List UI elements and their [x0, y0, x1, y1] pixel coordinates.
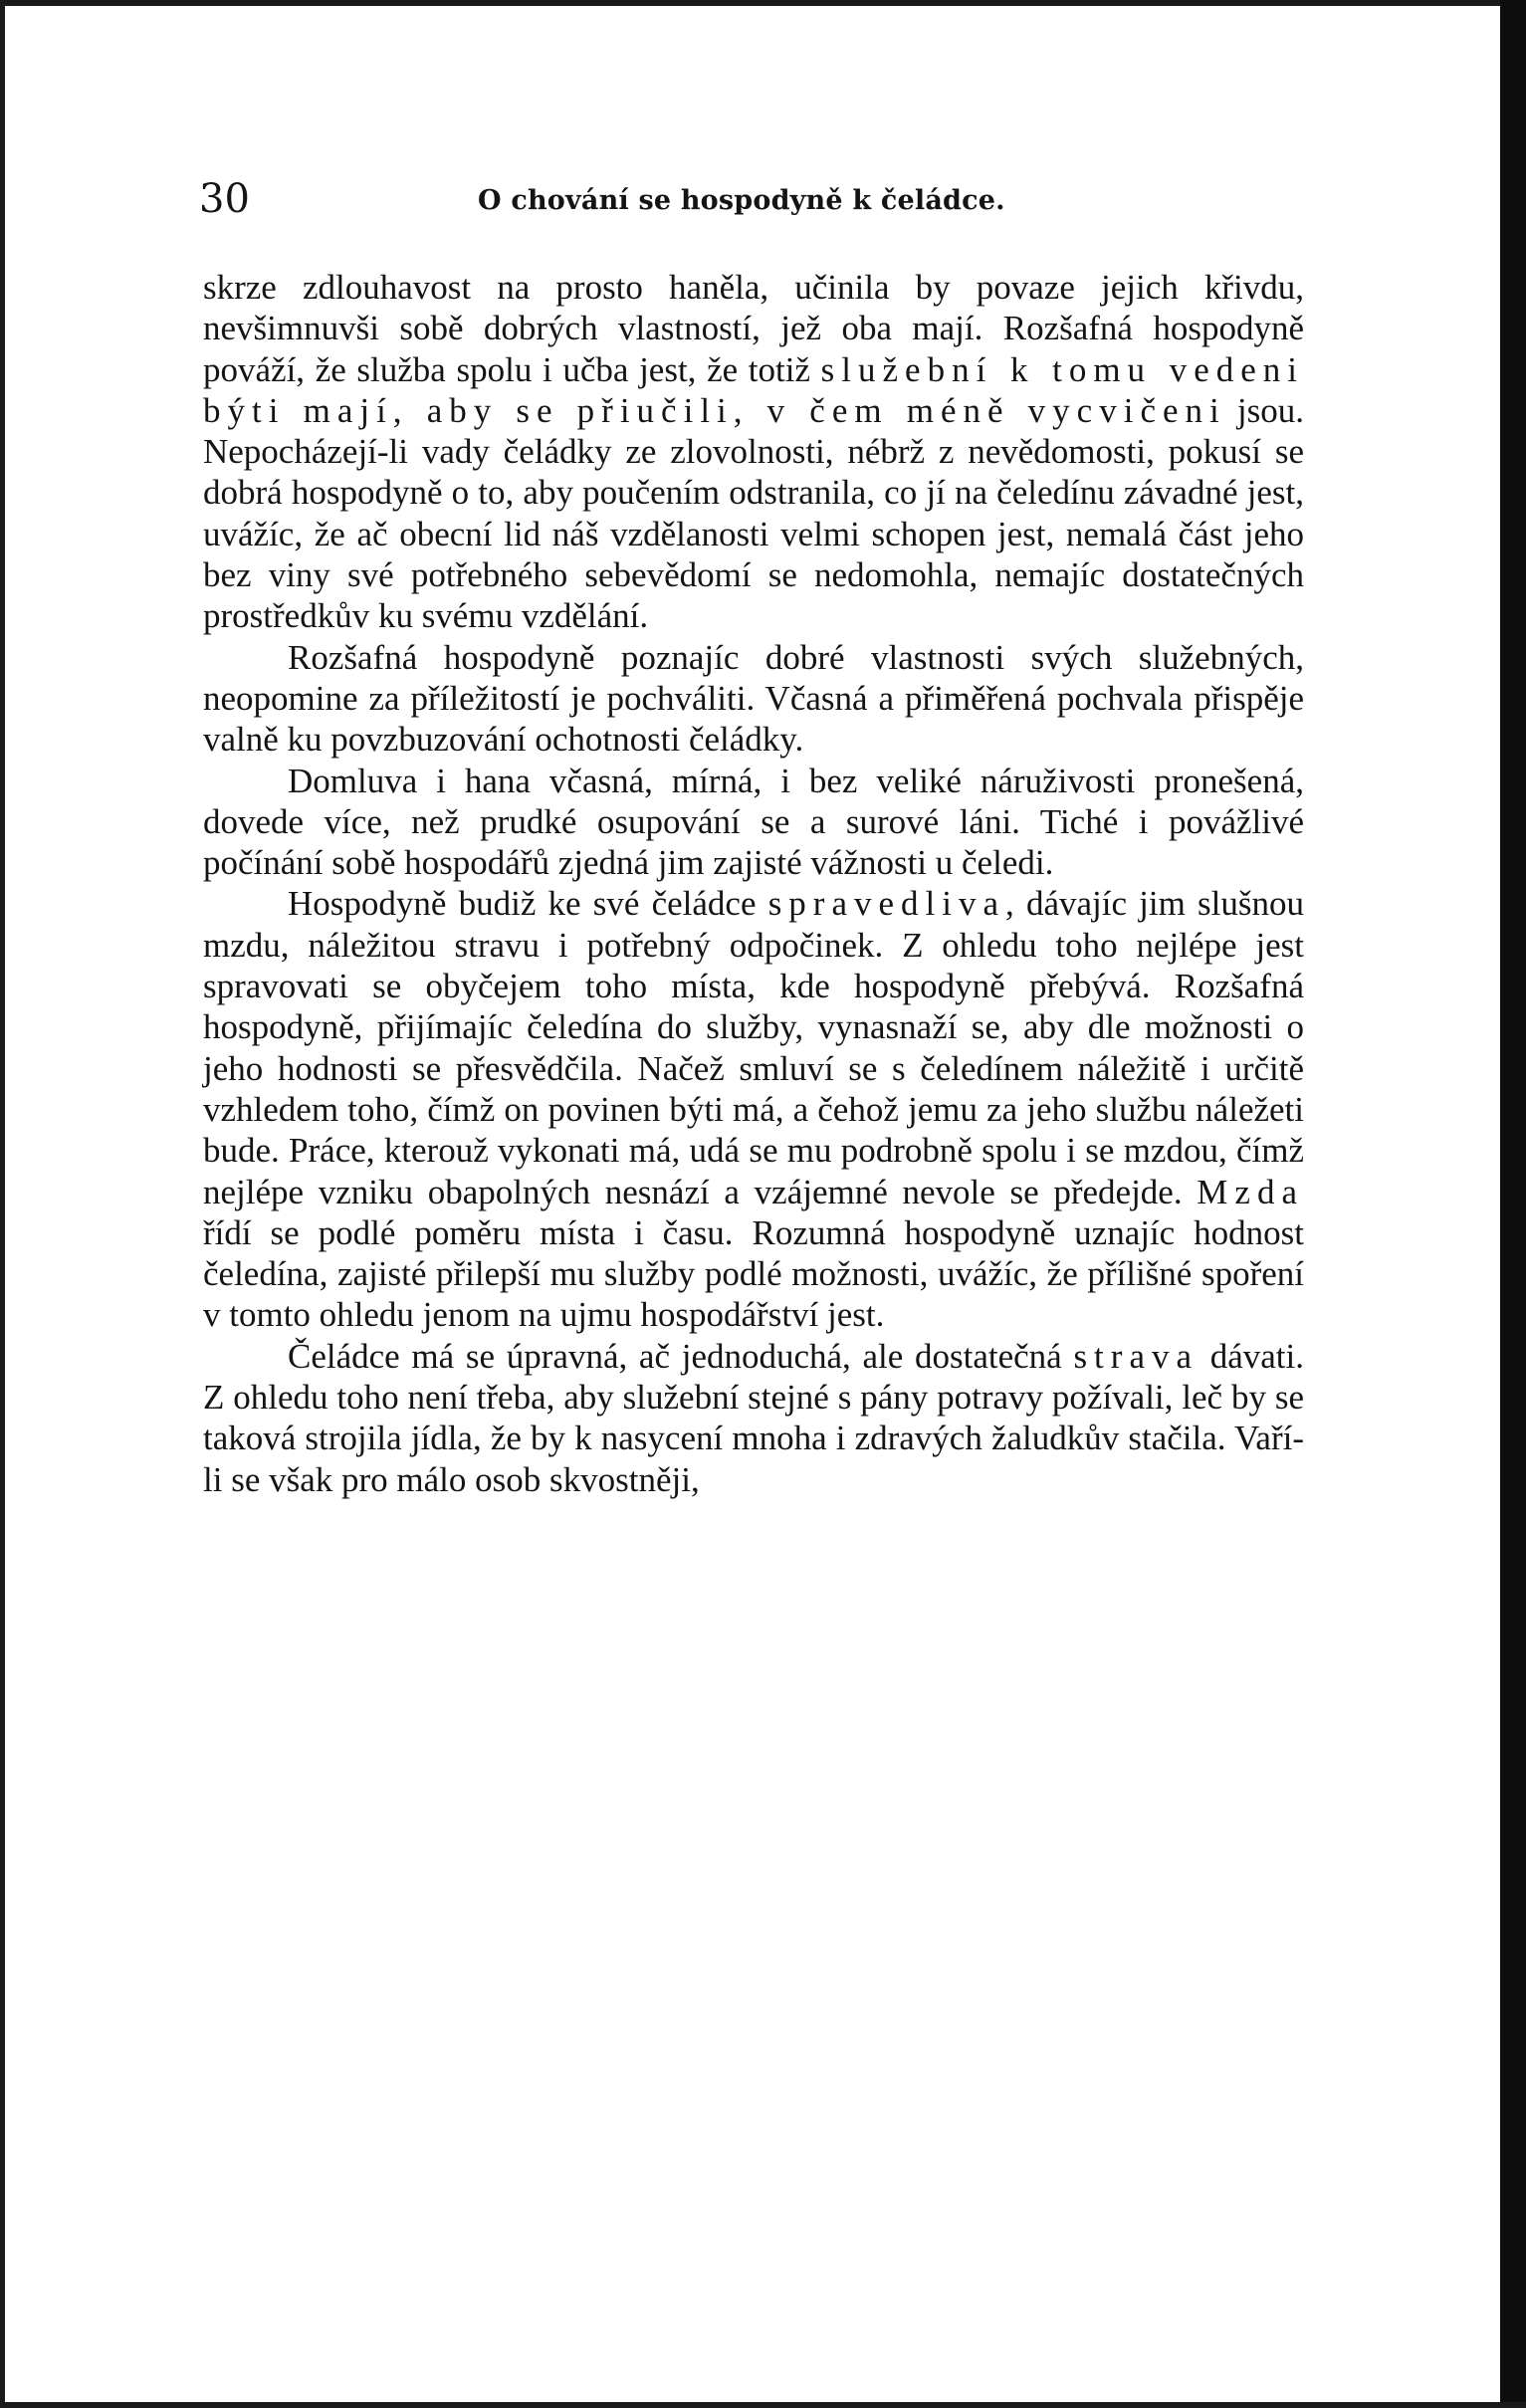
paragraph [203, 1336, 1304, 1500]
paragraph [203, 267, 1304, 637]
spaced-emphasis: služební k tomu vedeni býti mají, aby se přiučili, v čem méně vycvičeni [203, 349, 1304, 430]
paragraph-text: skrze zdlouhavost na prosto haněla, učinila by povaze jejich křivdu, nevšimnuvši sobě dobrých vlastností, jež oba mají. Rozšafná hospodyně pováží, že služba spolu i učba jest, že totiž [203, 268, 1304, 389]
running-title: O chování se hospodyně k čeládce. [478, 185, 1005, 216]
body-text [203, 267, 1304, 1500]
paragraph-text: řídí se podlé poměru místa i času. Rozumná hospodyně uznajíc hodnost čeledína, zajisté přilepší mu služby podlé možnosti, uvážíc, že přílišné spoření v tomto ohledu jenom na ujmu hospodářství jest. [203, 1212, 1304, 1335]
paragraph-text: Rozšafná hospodyně poznajíc dobré vlastnosti svých služebných, neopomine za příležitostí je pochváliti. Včasná a přiměřená pochvala přispěje valně ku povzbuzování ochotnosti čeládky. [203, 637, 1304, 760]
running-head [199, 171, 1314, 231]
paragraph [203, 637, 1304, 761]
paragraph-text: Čeládce má se úpravná, ač jednoduchá, ale dostatečná [288, 1336, 1074, 1376]
spaced-emphasis: strava [1073, 1336, 1199, 1376]
paragraph-text: Domluva i hana včasná, mírná, i bez veliké náruživosti pronešená, dovede více, než prudké osupování se a surové láni. Tiché i povážlivé počínání sobě hospodářů zjedná jim zajisté vážnosti u čeledi. [203, 761, 1304, 883]
page-number: 30 [199, 176, 250, 222]
paragraph [203, 761, 1304, 884]
spaced-emphasis: spravedliva [767, 884, 1006, 924]
scan-border-right [1500, 0, 1526, 2408]
spaced-emphasis: Mzda [1197, 1172, 1304, 1211]
paragraph-text: jsou. Nepocházejí-li vady čeládky ze zlovolnosti, nébrž z nevědomosti, pokusí se dobrá hospodyně o to, aby poučením odstranila, co jí na čeledínu závadné jest, uvážíc, že ač obecní lid náš vzdělanosti velmi schopen jest, nemalá část jeho bez viny své potřebného sebevědomí se nedomohla, nemajíc dostatečných prostředkův ku svému vzdělání. [203, 390, 1304, 636]
paragraph-text: Hospodyně budiž ke své čeládce [288, 884, 768, 924]
paragraph [203, 883, 1304, 1335]
paragraph-text: , dávajíc jim slušnou mzdu, náležitou stravu i potřebný odpočinek. Z ohledu toho nejlépe jest spravovati se obyčejem toho místa, kde hospodyně přebývá. Rozšafná hospodyně, přijímajíc čeledína do služby, vynasnaží se, aby dle možnosti o jeho hodnosti se přesvědčila. Načež smluví se s čeledínem náležitě i určitě vzhledem toho, čímž on povinen býti má, a čehož jemu za jeho službu náležeti bude. Práce, kterouž vykonati má, udá se mu podrobně spolu i se mzdou, čímž nejlépe vzniku obapolných nesnází a vzájemné nevole se předejde. [203, 884, 1304, 1211]
paragraph-text: dávati. Z ohledu toho není třeba, aby služební stejné s pány potravy požívali, leč by se taková strojila jídla, že by k nasycení mnoha i zdravých žaludkův stačila. Vaří-li se však pro málo osob skvostněji, [203, 1336, 1304, 1499]
